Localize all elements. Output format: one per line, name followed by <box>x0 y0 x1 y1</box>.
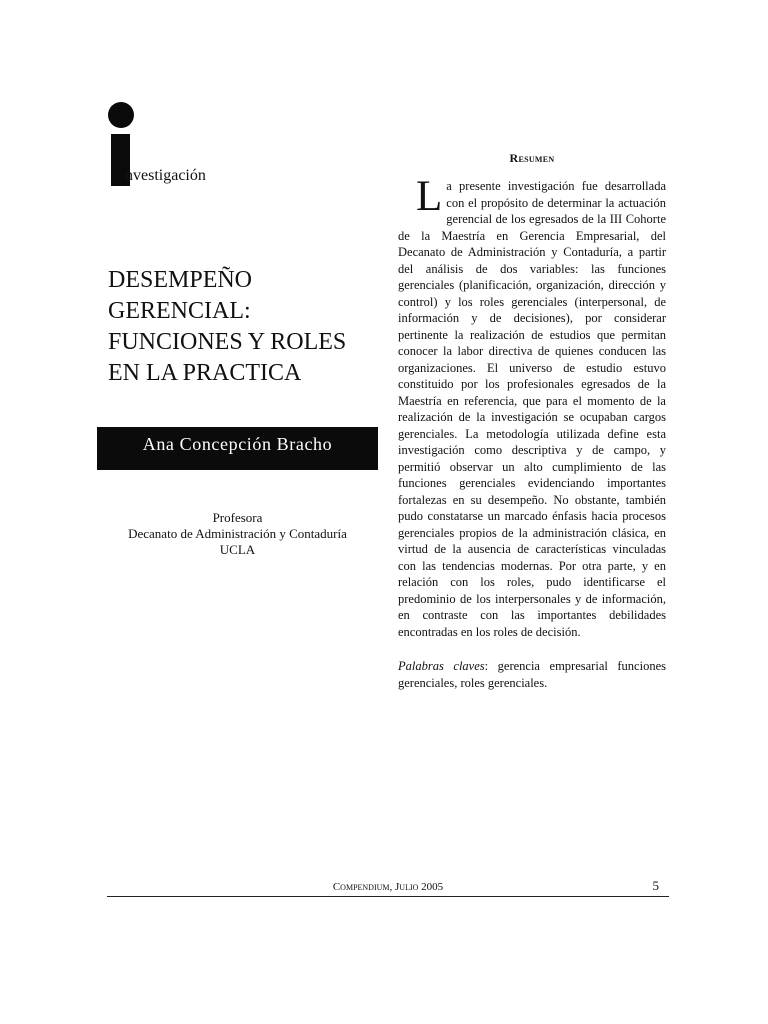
page-number: 5 <box>652 878 659 893</box>
article-title <box>108 265 378 389</box>
title-line: DESEMPEÑO <box>108 267 253 293</box>
abstract-body <box>398 173 666 640</box>
abstract-section <box>398 150 666 691</box>
affiliation-institution: UCLA <box>219 542 256 557</box>
footer-divider <box>107 896 669 897</box>
abstract-text: a presente investigación fue desarrollada con el propósito de determinar la actuación gerencial de los egresados de la III Cohorte de la Maestría en Gerencia Empresarial, del Decanato de Administración y Contaduría, a partir del análisis de dos variables: las funciones gerenciales (planificación, organización, dirección y control) y los roles gerenciales (interpersonal, de información y de decisiones), por considerar pertinente la realización de estudios que permitan conocer la labor directiva de quienes conducen las organizaciones. El universo de estudio estuvo constituido por los profesionales egresados de la Maestría en referencia, que para el momento de la realización de la investigación se ocupaban cargos gerenciales. La metodología utilizada define esta investigación como descriptiva y de campo, y permitió observar un alto cumplimiento de las funciones gerenciales evidenciando importantes fortalezas en su desempeño. No obstante, también pudo constatarse un marcado énfasis hacia procesos gerenciales propios de la administración clásica, en virtud de la ausencia de características vinculadas con las tendencias modernas. Por otra parte, y en relación con los roles, pudo identificarse el predominio de los interpersonales y de información, en contraste con las importantes debilidades encontradas en los roles de decisión. <box>398 179 666 639</box>
drop-cap: L <box>416 173 443 220</box>
i-dot <box>108 102 134 128</box>
affiliation-role: Profesora <box>212 510 263 525</box>
affiliation-department: Decanato de Administración y Contaduría <box>128 526 347 541</box>
keywords-text: : gerencia empresarial funciones gerenciales, roles gerenciales. <box>398 659 666 690</box>
title-line: FUNCIONES Y ROLES <box>108 329 347 355</box>
abstract-heading: Resumen <box>509 151 555 165</box>
section-label: nvestigación <box>125 167 206 184</box>
title-line: GERENCIAL: <box>108 298 251 324</box>
author-affiliation <box>97 510 378 558</box>
journal-issue: Compendium, Julio 2005 <box>332 881 444 893</box>
title-line: EN LA PRACTICA <box>108 360 302 386</box>
author-name: Ana Concepción Bracho <box>142 434 333 454</box>
author-banner <box>97 427 378 470</box>
keywords-label: Palabras claves <box>398 659 485 673</box>
keywords <box>398 658 666 691</box>
